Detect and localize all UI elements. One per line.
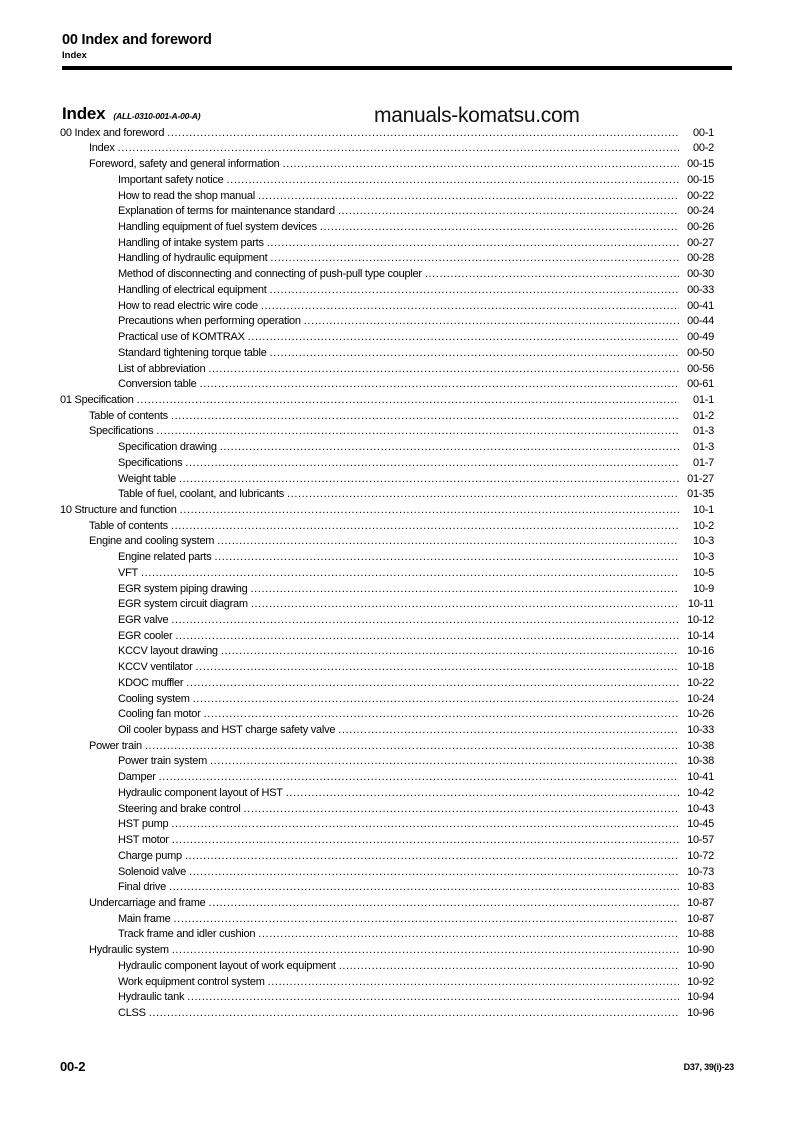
toc-entry[interactable] [60,297,714,313]
toc-leader-dots [339,962,679,971]
toc-leader-dots [283,160,679,169]
toc-leader-dots [189,868,679,877]
toc-leader-dots [193,695,679,704]
toc-entry-page-number: 00-33 [687,283,714,296]
toc-entry[interactable] [60,376,714,392]
toc-leader-dots [209,899,679,908]
toc-entry[interactable] [60,658,714,674]
toc-entry-page-number: 10-9 [692,582,714,595]
toc-entry-page-number: 10-90 [687,959,714,972]
toc-entry-label: Main frame [118,912,171,925]
toc-entry-page-number: 01-3 [692,425,714,438]
toc-leader-dots [185,459,679,468]
toc-entry[interactable] [60,643,714,659]
toc-leader-dots [270,254,679,263]
toc-leader-dots [175,632,679,641]
toc-entry[interactable] [60,957,714,973]
toc-entry[interactable] [60,140,714,156]
toc-entry-label: Practical use of KOMTRAX [118,331,245,344]
toc-leader-dots [171,412,679,421]
toc-entry-label: Hydraulic component layout of HST [118,786,283,799]
toc-entry-label: VFT [118,566,139,579]
footer-model-code: D37, 39(i)-23 [683,1062,734,1072]
toc-leader-dots [286,789,679,798]
toc-entry-label: Cooling system [118,692,190,705]
toc-entry-page-number: 00-2 [692,142,714,155]
toc-entry[interactable] [60,313,714,329]
toc-entry-label: Solenoid valve [118,865,187,878]
toc-entry-label: Power train [89,739,142,752]
toc-entry-page-number: 00-49 [687,331,714,344]
toc-entry-label: Important safety notice [118,173,224,186]
toc-leader-dots [200,380,679,389]
toc-leader-dots [210,757,679,766]
toc-leader-dots [244,805,679,814]
toc-entry-label: KCCV layout drawing [118,645,218,658]
toc-leader-dots [270,286,679,295]
watermark-text: manuals-komatsu.com [374,104,580,127]
toc-entry-label: Charge pump [118,849,182,862]
toc-entry-page-number: 00-15 [687,158,714,171]
table-of-contents [60,124,714,1020]
toc-leader-dots [250,585,679,594]
toc-entry-page-number: 10-88 [687,928,714,941]
toc-leader-dots [145,742,679,751]
toc-entry-label: Conversion table [118,378,197,391]
toc-entry[interactable] [60,894,714,910]
toc-entry-page-number: 10-2 [692,519,714,532]
toc-leader-dots [261,302,679,311]
toc-leader-dots [185,852,679,861]
header-section-title: 00 Index and foreword [62,32,212,48]
toc-entry-page-number: 00-22 [687,189,714,202]
toc-entry-label: Specifications [89,425,154,438]
toc-entry-label: Handling of intake system parts [118,236,264,249]
toc-leader-dots [220,443,679,452]
toc-entry[interactable] [60,706,714,722]
toc-entry-page-number: 10-33 [687,724,714,737]
toc-leader-dots [214,553,679,562]
toc-leader-dots [179,475,679,484]
toc-leader-dots [156,427,679,436]
toc-entry[interactable] [60,674,714,690]
toc-entry-page-number: 00-50 [687,346,714,359]
toc-leader-dots [186,679,679,688]
toc-leader-dots [258,192,679,201]
toc-entry[interactable] [60,407,714,423]
toc-entry[interactable] [60,517,714,533]
toc-entry[interactable] [60,171,714,187]
header-subsection-title: Index [62,50,87,61]
toc-entry-page-number: 10-3 [692,535,714,548]
toc-leader-dots [169,883,679,892]
toc-leader-dots [208,365,679,374]
toc-leader-dots [221,647,679,656]
toc-entry-page-number: 10-12 [687,614,714,626]
toc-leader-dots [171,820,679,829]
toc-entry-label: Method of disconnecting and connecting of push-pull type coupler [118,268,422,281]
toc-entry-page-number: 00-1 [692,126,714,139]
toc-entry-label: Handling equipment of fuel system devices [118,221,317,234]
toc-leader-dots [171,616,679,625]
toc-entry[interactable] [60,533,714,549]
toc-entry[interactable] [60,501,714,517]
toc-entry-page-number: 10-11 [687,598,714,611]
toc-entry[interactable] [60,879,714,895]
toc-entry[interactable] [60,941,714,957]
toc-entry-label: Steering and brake control [118,802,241,815]
toc-entry[interactable] [60,454,714,470]
toc-entry-label: Table of fuel, coolant, and lubricants [118,488,285,501]
toc-entry[interactable] [60,391,714,407]
toc-entry[interactable] [60,564,714,580]
toc-entry[interactable] [60,328,714,344]
toc-entry[interactable] [60,155,714,171]
toc-entry[interactable] [60,423,714,439]
toc-leader-dots [141,569,679,578]
toc-entry-label: EGR system piping drawing [118,582,248,595]
toc-entry-page-number: 01-1 [692,393,714,406]
toc-leader-dots [338,207,679,216]
toc-entry-page-number: 00-15 [687,173,714,186]
toc-leader-dots [174,915,679,924]
toc-entry-label: Power train system [118,755,208,768]
toc-entry[interactable] [60,470,714,486]
toc-entry-page-number: 10-87 [687,896,714,909]
toc-entry[interactable] [60,753,714,769]
toc-entry-page-number: 10-92 [687,975,714,988]
toc-leader-dots [268,978,679,987]
page-title: Index [62,104,106,123]
toc-entry-page-number: 10-57 [687,834,714,847]
toc-entry-label: EGR cooler [118,629,173,642]
toc-entry[interactable] [60,831,714,847]
toc-entry-label: Hydraulic tank [118,991,185,1004]
toc-entry[interactable] [60,973,714,989]
toc-entry[interactable] [60,281,714,297]
toc-entry-page-number: 10-5 [692,566,714,579]
toc-entry[interactable] [60,234,714,250]
toc-entry-page-number: 10-42 [687,786,714,799]
toc-entry[interactable] [60,784,714,800]
toc-entry-page-number: 10-3 [692,551,714,564]
toc-leader-dots [204,710,679,719]
toc-entry-label: How to read electric wire code [118,299,258,312]
toc-entry[interactable] [60,1004,714,1020]
toc-entry-label: Handling of electrical equipment [118,283,267,296]
toc-leader-dots [137,396,679,405]
toc-leader-dots [149,1009,679,1018]
toc-leader-dots [167,129,679,138]
toc-leader-dots [267,239,679,248]
toc-entry[interactable] [60,486,714,502]
toc-entry[interactable] [60,187,714,203]
toc-entry[interactable] [60,250,714,266]
toc-leader-dots [320,223,679,232]
toc-entry-label: Final drive [118,881,166,894]
toc-entry-page-number: 10-90 [687,944,714,957]
toc-entry-label: Weight table [118,472,176,485]
toc-entry[interactable] [60,218,714,234]
toc-entry-page-number: 00-27 [687,236,714,249]
toc-entry-page-number: 10-38 [687,739,714,752]
toc-entry-label: 00 Index and foreword [60,126,165,139]
toc-entry-label: HST pump [118,818,169,831]
toc-entry[interactable] [60,596,714,612]
toc-leader-dots [172,946,679,955]
toc-entry-label: EGR valve [118,614,169,626]
toc-entry-label: HST motor [118,834,169,847]
toc-entry-page-number: 10-43 [687,802,714,815]
toc-entry-page-number: 00-26 [687,221,714,234]
toc-entry[interactable] [60,344,714,360]
toc-entry-page-number: 00-28 [687,252,714,265]
toc-entry[interactable] [60,124,714,140]
toc-entry-page-number: 00-30 [687,268,714,281]
toc-entry-label: Specifications [118,456,183,469]
toc-entry[interactable] [60,548,714,564]
toc-leader-dots [172,836,679,845]
toc-entry[interactable] [60,910,714,926]
toc-entry-label: Undercarriage and frame [89,896,206,909]
toc-entry-page-number: 00-24 [687,205,714,218]
toc-entry-page-number: 10-87 [687,912,714,925]
toc-leader-dots [425,270,679,279]
toc-entry-label: Specification drawing [118,441,217,454]
toc-entry[interactable] [60,847,714,863]
toc-entry-label: Precautions when performing operation [118,315,301,328]
toc-entry[interactable] [60,721,714,737]
toc-entry-label: Table of contents [89,519,168,532]
toc-entry[interactable] [60,768,714,784]
toc-leader-dots [171,522,679,531]
toc-entry[interactable] [60,627,714,643]
toc-entry[interactable] [60,926,714,942]
toc-entry-label: List of abbreviation [118,362,206,375]
toc-entry[interactable] [60,438,714,454]
toc-entry-label: How to read the shop manual [118,189,255,202]
toc-leader-dots [187,993,679,1002]
page-title-code: (ALL-0310-001-A-00-A) [113,111,201,121]
toc-leader-dots [180,506,679,515]
toc-entry-page-number: 10-94 [687,991,714,1004]
toc-entry-page-number: 00-41 [687,299,714,312]
toc-entry[interactable] [60,203,714,219]
toc-entry-page-number: 01-7 [692,456,714,469]
toc-entry-label: Explanation of terms for maintenance standard [118,205,335,218]
toc-entry-label: Damper [118,771,156,784]
toc-entry-label: KCCV ventilator [118,661,193,674]
toc-entry[interactable] [60,989,714,1005]
toc-entry-label: Hydraulic component layout of work equipment [118,959,336,972]
running-header [62,32,732,62]
toc-entry-page-number: 01-3 [692,441,714,454]
toc-leader-dots [248,333,679,342]
toc-entry-label: KDOC muffler [118,676,184,689]
toc-entry-page-number: 00-44 [687,315,714,328]
toc-entry[interactable] [60,690,714,706]
toc-entry-page-number: 10-41 [687,771,714,784]
toc-leader-dots [338,726,679,735]
toc-leader-dots [251,600,679,609]
footer-page-number: 00-2 [60,1059,86,1074]
toc-leader-dots [227,176,679,185]
toc-entry-page-number: 01-27 [687,472,714,485]
toc-entry-label: Engine related parts [118,551,212,564]
toc-entry-page-number: 10-73 [687,865,714,878]
toc-entry[interactable] [60,265,714,281]
toc-entry-label: Cooling fan motor [118,708,201,721]
toc-entry-page-number: 00-61 [687,378,714,391]
toc-entry[interactable] [60,580,714,596]
toc-entry-label: Track frame and idler cushion [118,928,256,941]
toc-entry-label: EGR system circuit diagram [118,598,248,611]
toc-entry-page-number: 00-56 [687,362,714,375]
toc-entry-label: Foreword, safety and general information [89,158,280,171]
toc-entry-page-number: 10-72 [687,849,714,862]
toc-entry-page-number: 10-22 [687,676,714,689]
toc-entry-label: Work equipment control system [118,975,265,988]
toc-leader-dots [270,349,679,358]
toc-entry-label: Table of contents [89,409,168,422]
toc-leader-dots [304,317,679,326]
header-divider-rule [62,66,732,70]
toc-entry-label: Hydraulic system [89,944,169,957]
toc-entry-page-number: 10-26 [687,708,714,721]
toc-entry[interactable] [60,816,714,832]
toc-entry-page-number: 10-38 [687,755,714,768]
toc-entry-page-number: 10-83 [687,881,714,894]
toc-entry-label: Index [89,142,115,155]
toc-entry-label: CLSS [118,1006,146,1019]
toc-entry-page-number: 10-16 [687,645,714,658]
toc-leader-dots [159,773,679,782]
toc-leader-dots [217,537,679,546]
toc-entry-label: 10 Structure and function [60,503,177,516]
toc-leader-dots [118,144,679,153]
toc-entry[interactable] [60,863,714,879]
toc-entry[interactable] [60,737,714,753]
toc-entry-page-number: 10-45 [687,818,714,831]
toc-leader-dots [287,490,679,499]
page-title-block [62,104,200,124]
toc-entry-page-number: 10-96 [687,1006,714,1019]
toc-entry-page-number: 10-1 [692,503,714,516]
toc-entry-label: Handling of hydraulic equipment [118,252,268,265]
toc-entry-label: Oil cooler bypass and HST charge safety valve [118,724,336,737]
toc-leader-dots [258,930,679,939]
toc-entry-page-number: 10-24 [687,692,714,705]
toc-entry[interactable] [60,360,714,376]
toc-entry-label: Standard tightening torque table [118,346,267,359]
toc-entry-page-number: 01-35 [687,488,714,501]
toc-entry-page-number: 01-2 [692,409,714,422]
toc-entry-label: Engine and cooling system [89,535,215,548]
toc-entry[interactable] [60,800,714,816]
toc-entry-page-number: 10-14 [687,629,714,642]
toc-entry-label: 01 Specification [60,393,134,406]
toc-entry[interactable] [60,611,714,627]
toc-entry-page-number: 10-18 [687,661,714,674]
toc-leader-dots [196,663,679,672]
